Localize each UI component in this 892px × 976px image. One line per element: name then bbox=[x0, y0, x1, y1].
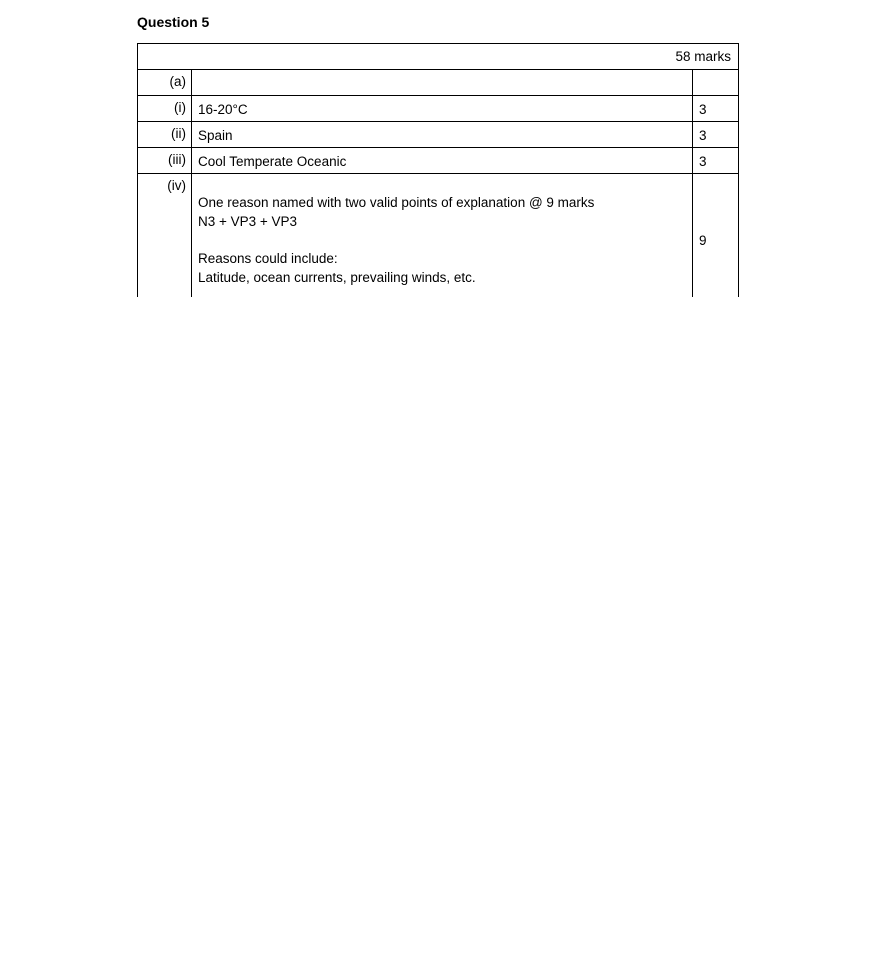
question-title: Question 5 bbox=[137, 14, 210, 30]
row-divider bbox=[137, 95, 739, 96]
row-label: (iii) bbox=[168, 152, 186, 167]
row-label: (a) bbox=[169, 74, 186, 89]
row-label: (i) bbox=[174, 100, 186, 115]
row-marks: 3 bbox=[699, 102, 707, 117]
row-answer: Spain bbox=[198, 128, 233, 143]
row-answer-line: Latitude, ocean currents, prevailing winds, etc. bbox=[198, 270, 476, 285]
row-divider bbox=[137, 147, 739, 148]
mark-scheme-table bbox=[137, 43, 739, 297]
row-label: (ii) bbox=[171, 126, 186, 141]
row-marks: 9 bbox=[699, 233, 707, 248]
table-border-top bbox=[137, 43, 739, 44]
row-marks: 3 bbox=[699, 154, 707, 169]
row-marks: 3 bbox=[699, 128, 707, 143]
row-answer: Cool Temperate Oceanic bbox=[198, 154, 347, 169]
row-answer-line: N3 + VP3 + VP3 bbox=[198, 214, 298, 229]
row-answer-line: One reason named with two valid points of explanation @ 9 marks bbox=[198, 195, 595, 210]
total-marks: 58 marks bbox=[675, 49, 731, 64]
row-answer: 16-20°C bbox=[198, 102, 248, 117]
row-divider bbox=[137, 121, 739, 122]
table-border-left bbox=[137, 43, 138, 297]
table-border-right bbox=[738, 43, 739, 297]
marks-column-divider bbox=[692, 69, 693, 297]
row-answer-line: Reasons could include: bbox=[198, 251, 338, 266]
row-label: (iv) bbox=[167, 178, 186, 193]
label-column-divider bbox=[191, 69, 192, 297]
row-divider bbox=[137, 173, 739, 174]
row-divider bbox=[137, 69, 739, 70]
